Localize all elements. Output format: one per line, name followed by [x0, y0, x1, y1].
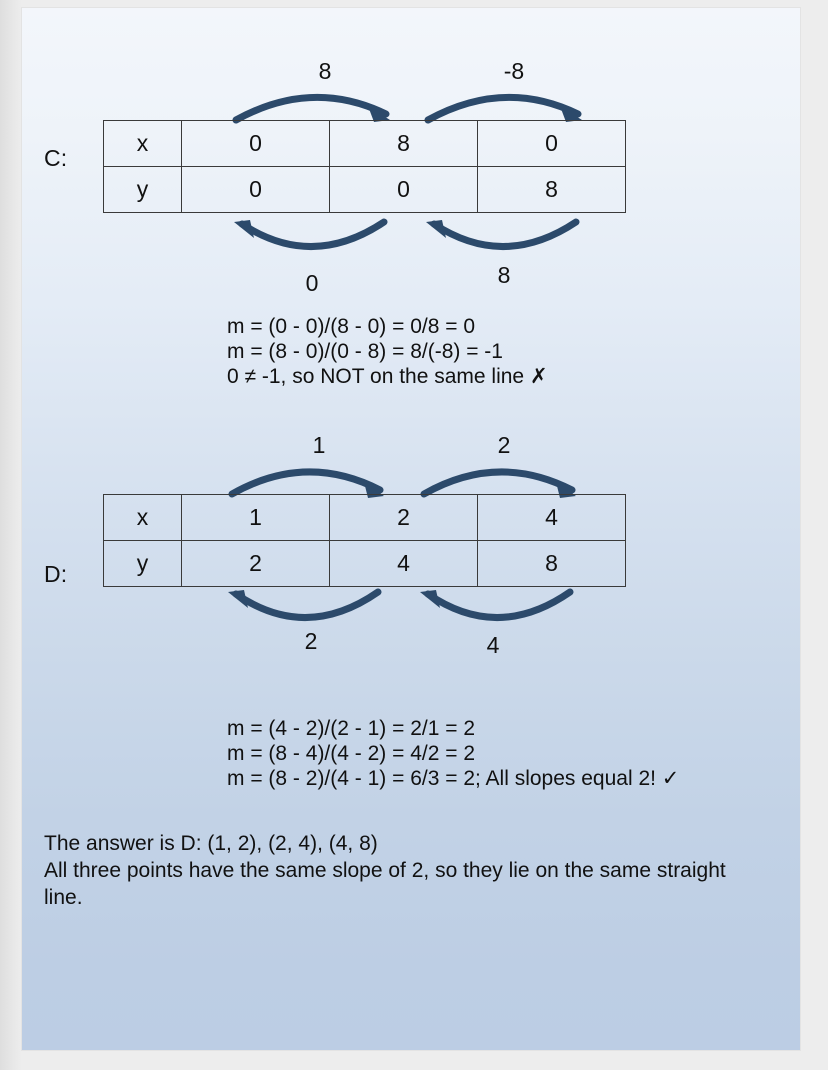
slide-canvas	[22, 8, 800, 1050]
option-c-label: C:	[44, 145, 68, 171]
option-c-row-y-header: y	[104, 167, 182, 213]
option-d-y-value-1: 2	[182, 541, 330, 587]
option-c-x-value-2: 8	[330, 121, 478, 167]
option-d-bottom-arrow-label-1: 2	[304, 628, 318, 654]
option-d-bottom-arrow-label-2: 4	[486, 632, 500, 658]
table-row	[104, 495, 626, 541]
option-c-x-value-1: 0	[182, 121, 330, 167]
option-c-work	[227, 314, 548, 389]
option-d-row-y-header: y	[104, 541, 182, 587]
option-d-bottom-arrow-2	[414, 586, 582, 630]
option-d-table	[103, 494, 626, 587]
conclusion-explanation: All three points have the same slope of 2, so they lie on the same straight line.	[44, 859, 726, 909]
option-d-work-line-1: m = (4 - 2)/(2 - 1) = 2/1 = 2	[227, 717, 476, 740]
option-d-x-value-2: 2	[330, 495, 478, 541]
option-d-top-arrow-label-1: 1	[312, 432, 326, 458]
option-c-table	[103, 120, 626, 213]
option-d-x-value-1: 1	[182, 495, 330, 541]
table-row	[104, 541, 626, 587]
option-d-y-value-3: 8	[478, 541, 626, 587]
option-d-work-line-3: m = (8 - 2)/(4 - 1) = 6/3 = 2; All slopes equal 2! ✓	[227, 767, 680, 790]
option-c-bottom-arrow-label-1: 0	[305, 270, 319, 296]
option-c-top-arrow-label-2: -8	[503, 58, 525, 84]
option-d-bottom-arrow-1	[222, 586, 390, 630]
option-c-work-line-2: m = (8 - 0)/(0 - 8) = 8/(-8) = -1	[227, 340, 503, 363]
option-c-bottom-arrow-2	[420, 216, 588, 258]
option-d-y-value-2: 4	[330, 541, 478, 587]
option-c-row-x-header: x	[104, 121, 182, 167]
option-c-x-value-3: 0	[478, 121, 626, 167]
option-d-row-x-header: x	[104, 495, 182, 541]
table-row	[104, 121, 626, 167]
table-row	[104, 167, 626, 213]
option-d-label: D:	[44, 561, 68, 587]
option-d-x-value-3: 4	[478, 495, 626, 541]
conclusion-block	[44, 830, 764, 911]
option-c-y-value-2: 0	[330, 167, 478, 213]
option-c-work-line-3: 0 ≠ -1, so NOT on the same line ✗	[227, 365, 548, 388]
option-c-top-arrow-label-1: 8	[318, 58, 332, 84]
option-c-work-line-1: m = (0 - 0)/(8 - 0) = 0/8 = 0	[227, 315, 476, 338]
option-c-y-value-3: 8	[478, 167, 626, 213]
option-d-work-line-2: m = (8 - 4)/(4 - 2) = 4/2 = 2	[227, 742, 476, 765]
option-c-bottom-arrow-label-2: 8	[497, 262, 511, 288]
option-c-y-value-1: 0	[182, 167, 330, 213]
option-c-bottom-arrow-1	[228, 216, 396, 258]
option-d-top-arrow-label-2: 2	[497, 432, 511, 458]
option-d-work	[227, 716, 679, 791]
conclusion-answer-line: The answer is D: (1, 2), (2, 4), (4, 8)	[44, 832, 378, 855]
